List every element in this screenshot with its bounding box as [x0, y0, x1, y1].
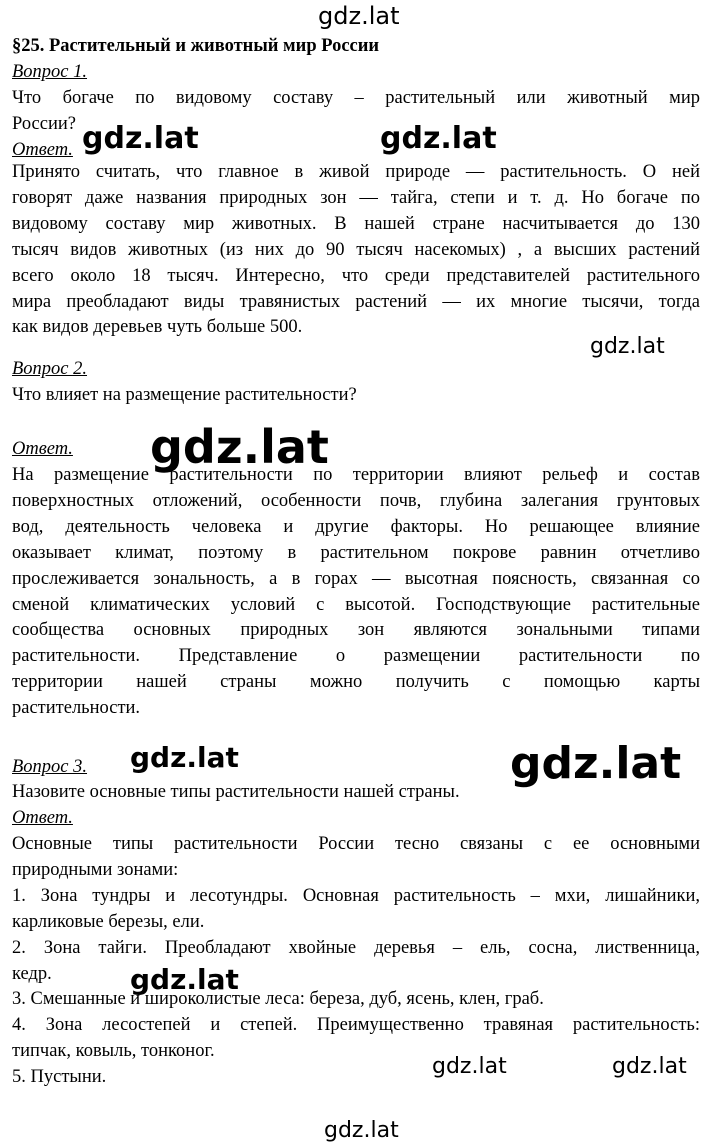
text-line: вод, деятельность человека и другие факторы. Но решающее влияние — [12, 516, 700, 537]
text-line: 2. Зона тайги. Преобладают хвойные деревья – ель, сосна, лиственница, — [12, 937, 700, 958]
watermark: gdz.lat — [590, 334, 665, 359]
text-line: поверхностных отложений, особенности почв, глубина залегания грунтовых — [12, 490, 700, 511]
watermark: gdz.lat — [432, 1054, 507, 1079]
text-line: мира преобладают виды травянистых растений — их многие тысячи, тогда — [12, 291, 700, 312]
question-text-2 — [12, 383, 700, 409]
text-line: Назовите основные типы растительности нашей страны. — [12, 782, 460, 802]
text-line: говорят даже названия природных зон — тайга, степи и т. д. Но богаче по — [12, 187, 700, 208]
text-line: 5. Пустыни. — [12, 1067, 107, 1088]
watermark: gdz.lat — [82, 121, 199, 156]
watermark: gdz.lat — [130, 963, 239, 996]
text-line: видовому составу мир животных. В нашей стране насчитывается до 130 — [12, 213, 700, 234]
text-line: России? — [12, 113, 76, 134]
watermark: gdz.lat — [150, 420, 329, 474]
text-line: территории нашей страны можно получить с помощью карты — [12, 672, 700, 693]
text-line: сообщества основных природных зон являются зональными типами — [12, 620, 700, 641]
text-line: 1. Зона тундры и лесотундры. Основная растительность – мхи, лишайники, — [12, 885, 700, 906]
answer-text-1 — [12, 160, 700, 341]
text-line: природными зонами: — [12, 859, 179, 880]
text-line: сменой климатических условий с высотой. Господствующие растительные — [12, 594, 700, 615]
text-line: типчак, ковыль, тонконог. — [12, 1041, 215, 1062]
answer-text-3 — [12, 832, 700, 1091]
page-title: §25. Растительный и животный мир России — [12, 36, 380, 56]
text-line: 3. Смешанные и широколистые леса: береза, дуб, ясень, клен, граб. — [12, 989, 544, 1010]
text-line: прослеживается зональность, а в горах — высотная поясность, связанная со — [12, 568, 700, 589]
text-line: оказывает климат, поэтому в растительном покрове равнин отчетливо — [12, 542, 700, 563]
watermark: gdz.lat — [324, 1118, 399, 1143]
text-line: На размещение растительности по территории влияют рельеф и состав — [12, 465, 700, 485]
text-line: карликовые березы, ели. — [12, 911, 205, 932]
text-line: Принято считать, что главное в живой природе — растительность. О ней — [12, 162, 700, 182]
answer-label-3: Ответ. — [12, 808, 73, 828]
watermark: gdz.lat — [612, 1054, 687, 1079]
text-line: Основные типы растительности России тесно связаны с ее основными — [12, 834, 700, 854]
question-label-1: Вопрос 1. — [12, 62, 88, 82]
watermark: gdz.lat — [130, 741, 239, 774]
watermark: gdz.lat — [380, 121, 497, 156]
answer-label-2: Ответ. — [12, 439, 73, 459]
text-line: растительности. — [12, 698, 141, 719]
answer-text-2 — [12, 463, 700, 722]
question-label-3: Вопрос 3. — [12, 757, 88, 777]
text-line: кедр. — [12, 963, 52, 984]
text-line: Что богаче по видовому составу – растительный или животный мир — [12, 88, 700, 108]
watermark: gdz.lat — [318, 2, 400, 30]
text-line: 4. Зона лесостепей и степей. Преимущественно травяная растительность: — [12, 1015, 700, 1036]
answer-label-1: Ответ. — [12, 140, 73, 160]
text-line: как видов деревьев чуть больше 500. — [12, 317, 303, 338]
watermark: gdz.lat — [510, 738, 682, 789]
text-line: Что влияет на размещение растительности? — [12, 385, 357, 405]
text-line: тысяч видов животных (из них до 90 тысяч насекомых) , а высших растений — [12, 239, 700, 260]
text-line: растительности. Представление о размещении растительности по — [12, 646, 700, 667]
question-label-2: Вопрос 2. — [12, 359, 88, 379]
text-line: всего около 18 тысяч. Интересно, что среди представителей растительного — [12, 265, 700, 286]
